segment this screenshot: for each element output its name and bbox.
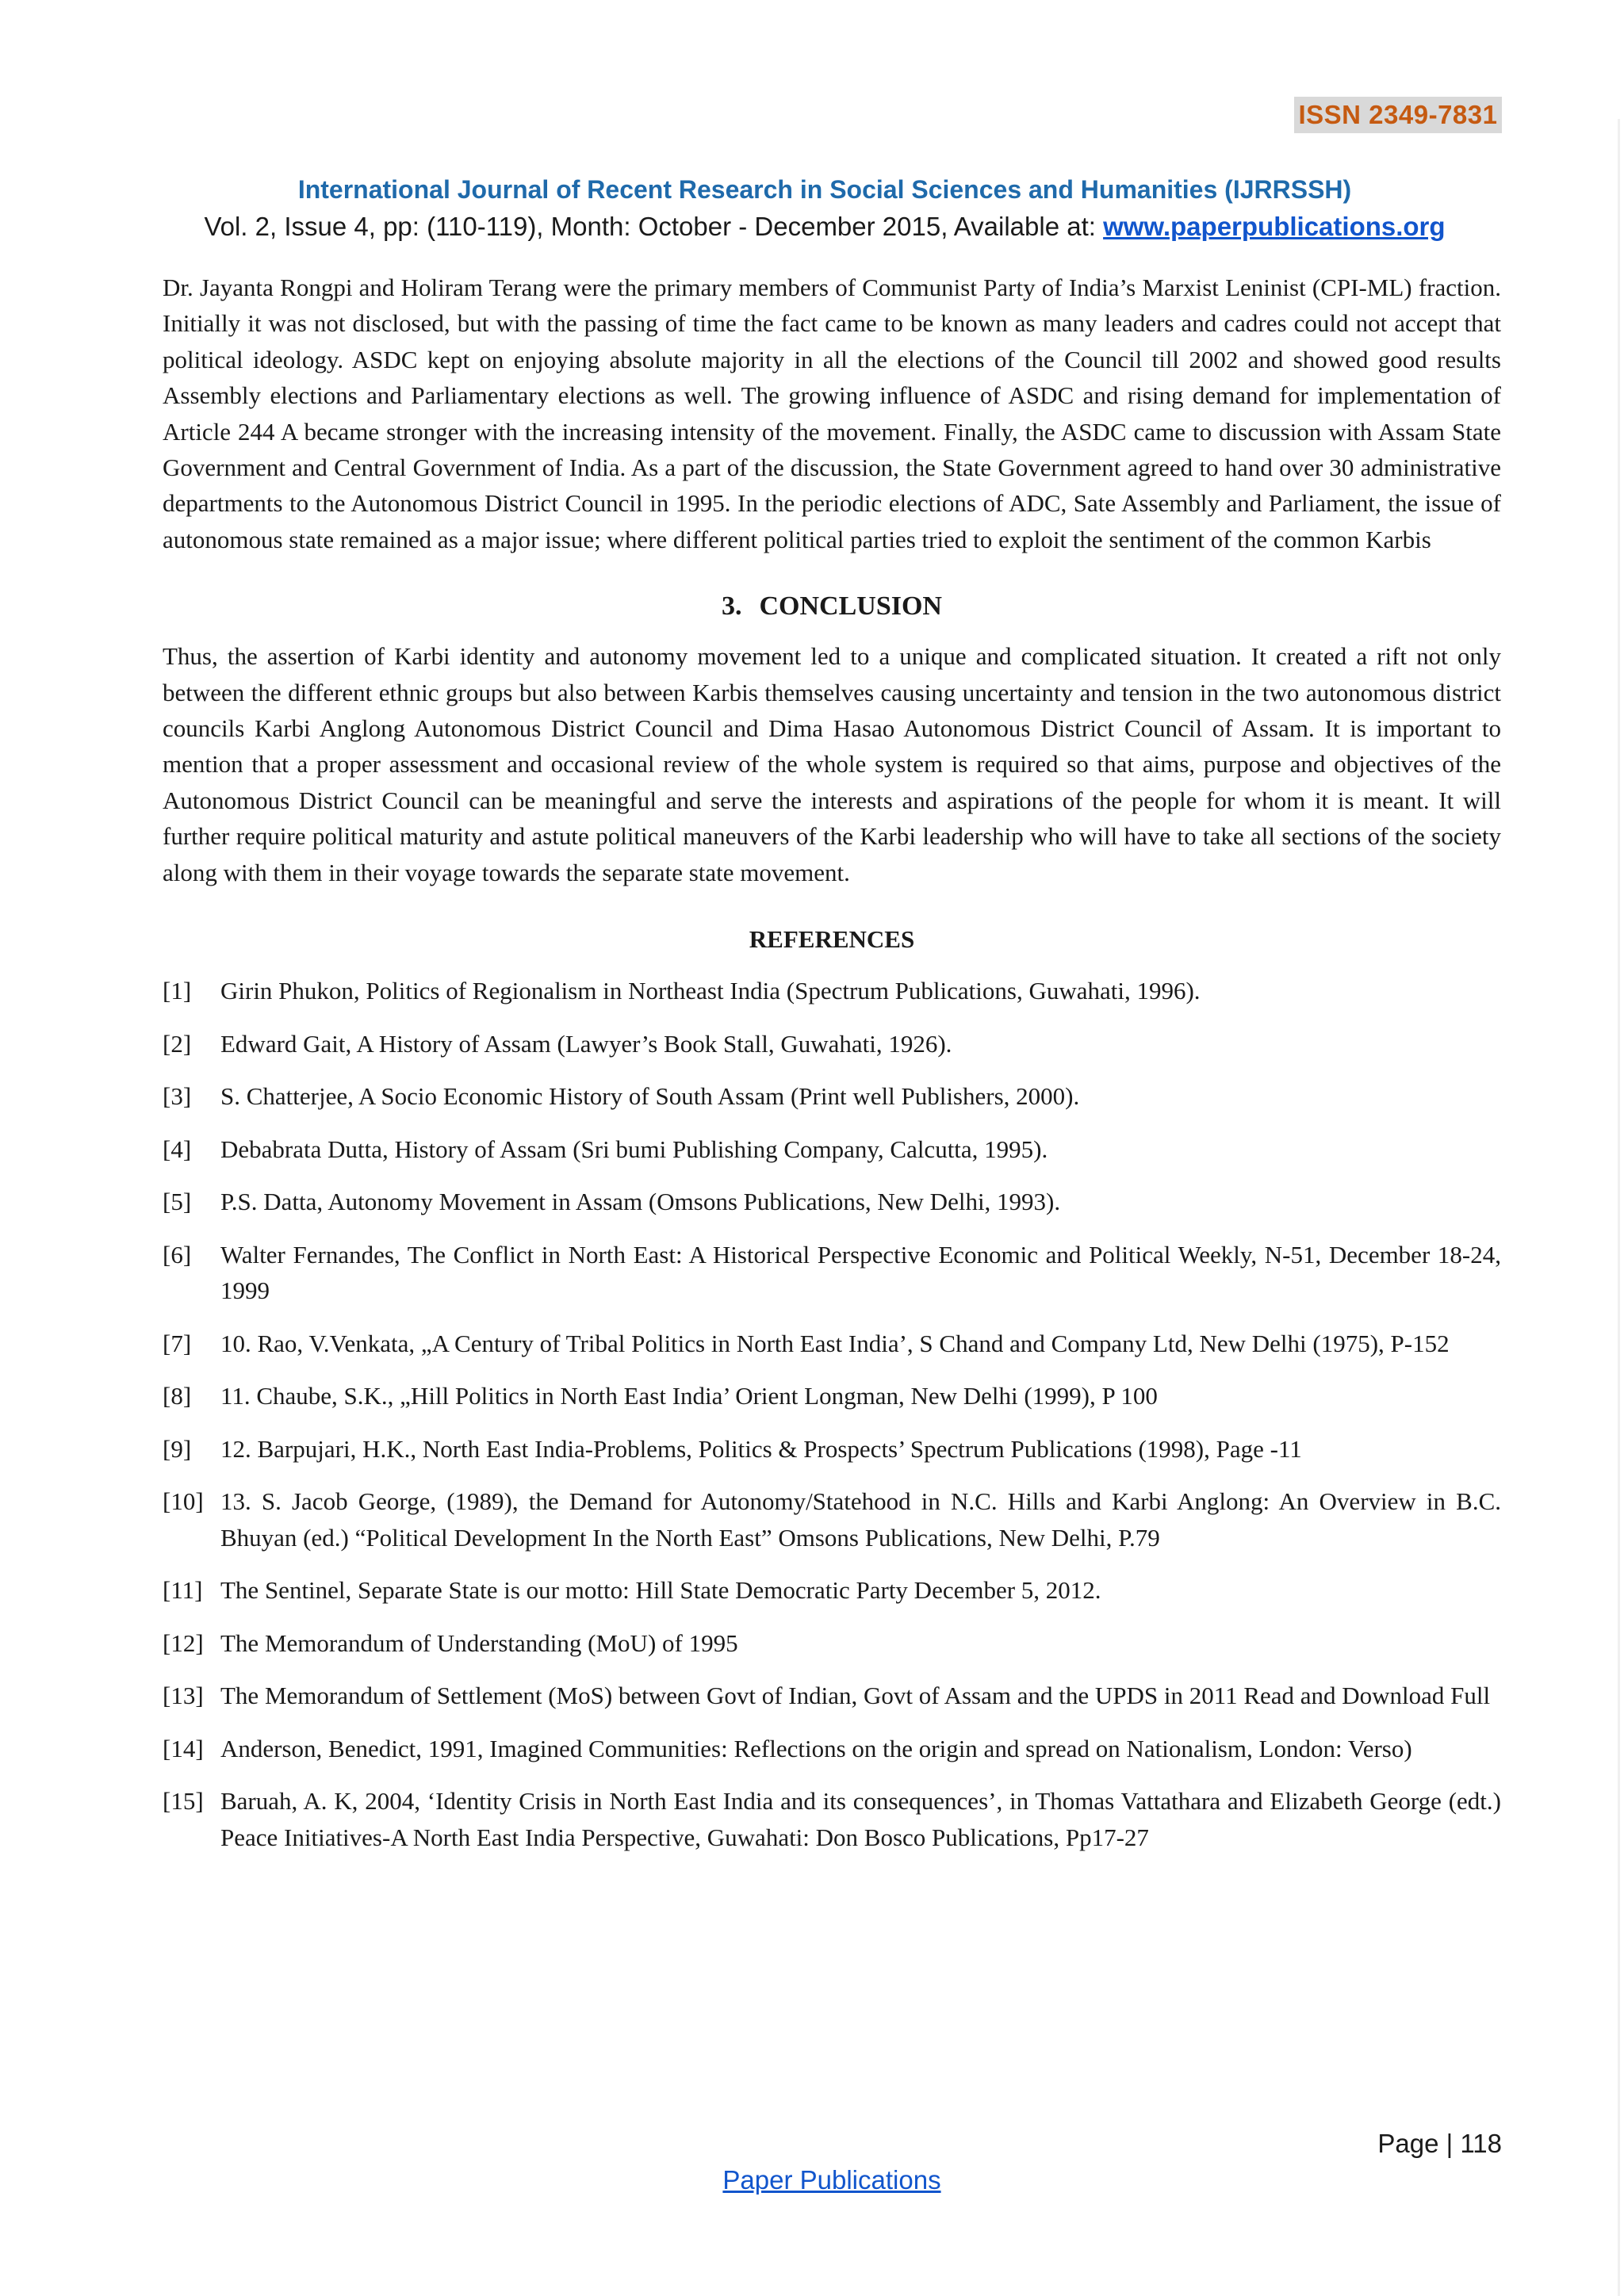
reference-number: [2] [163,1029,192,1058]
reference-number: [8] [163,1382,192,1410]
reference-number: [14] [163,1734,204,1762]
reference-text: The Sentinel, Separate State is our motto: Hill State Democratic Party December 5, 2012. [220,1576,1101,1605]
page-edge-rule [1618,119,1620,2296]
reference-text: 11. Chaube, S.K., „Hill Politics in North East India’ Orient Longman, New Delhi (1999), P 100 [220,1382,1158,1410]
reference-item [163,1572,1501,1609]
reference-item [163,1483,1501,1556]
journal-info-text: Vol. 2, Issue 4, pp: (110-119), Month: October - December 2015, Available at: [204,212,1104,241]
reference-number: [11] [163,1576,203,1605]
reference-item [163,1026,1501,1062]
reference-text: Baruah, A. K, 2004, ‘Identity Crisis in North East India and its consequences’, in Thomas Vattathara and Elizabeth George (edt.) Peace Initiatives-A North East India Perspective, Guwahati: Don Bosco Publications, Pp17-27 [220,1787,1501,1851]
reference-item [163,1625,1501,1662]
reference-item [163,1678,1501,1714]
reference-text: 10. Rao, V.Venkata, „A Century of Tribal Politics in North East India’, S Chand and Company Ltd, New Delhi (1975), P-152 [220,1329,1450,1357]
reference-text: Debabrata Dutta, History of Assam (Sri bumi Publishing Company, Calcutta, 1995). [220,1135,1048,1163]
reference-item [163,1783,1501,1855]
footer [0,2163,1624,2198]
reference-item [163,1184,1501,1220]
reference-text: 12. Barpujari, H.K., North East India-Problems, Politics & Prospects’ Spectrum Publications (1998), Page -11 [220,1434,1302,1463]
reference-text: S. Chatterjee, A Socio Economic History of South Assam (Print well Publishers, 2000). [220,1082,1080,1111]
journal-title: International Journal of Recent Research in Social Sciences and Humanities (IJRRSSH) [297,175,1352,204]
reference-item [163,1131,1501,1168]
reference-item [163,973,1501,1009]
intro-paragraph: Dr. Jayanta Rongpi and Holiram Terang were the primary members of Communist Party of India’s Marxist Leninist (CPI-ML) fraction. Initially it was not disclosed, but with the passing of time the fact came to be known as many leaders and cadres could not accept that political ideology. ASDC kept on enjoying absolute majority in all the elections of the Council till 2002 and showed good results Assembly elections and Parliamentary elections as well. The growing influence of ASDC and rising demand for implementation of Article 244 A became stronger with the increasing intensity of the movement. Finally, the ASDC came to discussion with Assam State Government and Central Government of India. As a part of the discussion, the State Government agreed to hand over 30 administrative departments to the Autonomous District Council in 1995. In the periodic elections of ADC, Sate Assembly and Parliament, the issue of autonomous state remained as a major issue; where different political parties tried to exploit the sentiment of the common Karbis [163,274,1501,553]
reference-number: [12] [163,1628,204,1657]
main-content [163,270,1501,1872]
reference-text: Anderson, Benedict, 1991, Imagined Communities: Reflections on the origin and spread on Nationalism, London: Verso) [220,1734,1412,1762]
reference-number: [5] [163,1188,192,1216]
reference-text: 13. S. Jacob George, (1989), the Demand for Autonomy/Statehood in N.C. Hills and Karbi Anglong: An Overview in B.C. Bhuyan (ed.) “Political Development In the North East” Omsons Publications, New Delhi, P.79 [220,1487,1501,1552]
reference-item [163,1378,1501,1414]
reference-number: [7] [163,1329,192,1357]
issn-badge: ISSN 2349-7831 [1294,97,1502,133]
reference-number: [3] [163,1082,192,1111]
reference-item [163,1731,1501,1767]
reference-text: Edward Gait, A History of Assam (Lawyer’s Book Stall, Guwahati, 1926). [220,1029,952,1058]
reference-text: Girin Phukon, Politics of Regionalism in Northeast India (Spectrum Publications, Guwahati, 1996). [220,977,1201,1005]
journal-info [0,209,1624,244]
reference-number: [10] [163,1487,204,1516]
conclusion-paragraph: Thus, the assertion of Karbi identity and autonomy movement led to a unique and complicated situation. It created a rift not only between the different ethnic groups but also between Karbis themselves causing uncertainty and tension in the two autonomous district councils Karbi Anglong Autonomous District Council and Dima Hasao Autonomous District Council of Assam. It is important to mention that a proper assessment and occasional review of the whole system is required so that aims, purpose and objectives of the Autonomous District Council can be meaningful and serve the interests and aspirations of the people for whom it is meant. It will further require political maturity and astute political maneuvers of the Karbi leadership who will have to take all sections of the society along with them in their voyage towards the separate state movement. [163,642,1501,886]
references-heading: REFERENCES [749,925,915,954]
reference-item [163,1431,1501,1468]
reference-item [163,1237,1501,1309]
reference-item [163,1326,1501,1362]
page-number: Page | 118 [1377,2129,1502,2158]
reference-item [163,1078,1501,1115]
reference-text: The Memorandum of Understanding (MoU) of 1995 [220,1628,738,1657]
reference-number: [4] [163,1135,192,1163]
reference-number: [13] [163,1682,204,1710]
reference-number: [15] [163,1787,204,1816]
conclusion-number: 3. [722,591,742,622]
reference-text: Walter Fernandes, The Conflict in North East: A Historical Perspective Economic and Political Weekly, N-51, December 18-24, 1999 [220,1240,1501,1305]
conclusion-title: CONCLUSION [759,591,942,622]
references-list [163,973,1501,1855]
reference-text: The Memorandum of Settlement (MoS) between Govt of Indian, Govt of Assam and the UPDS in 2011 Read and Download Full [220,1682,1491,1710]
reference-number: [6] [163,1240,192,1269]
reference-number: [9] [163,1434,192,1463]
reference-text: P.S. Datta, Autonomy Movement in Assam (Omsons Publications, New Delhi, 1993). [220,1188,1061,1216]
conclusion-heading [163,589,1501,624]
journal-url-link[interactable]: www.paperpublications.org [1103,212,1446,241]
reference-number: [1] [163,977,192,1005]
publisher-link[interactable]: Paper Publications [722,2165,941,2195]
